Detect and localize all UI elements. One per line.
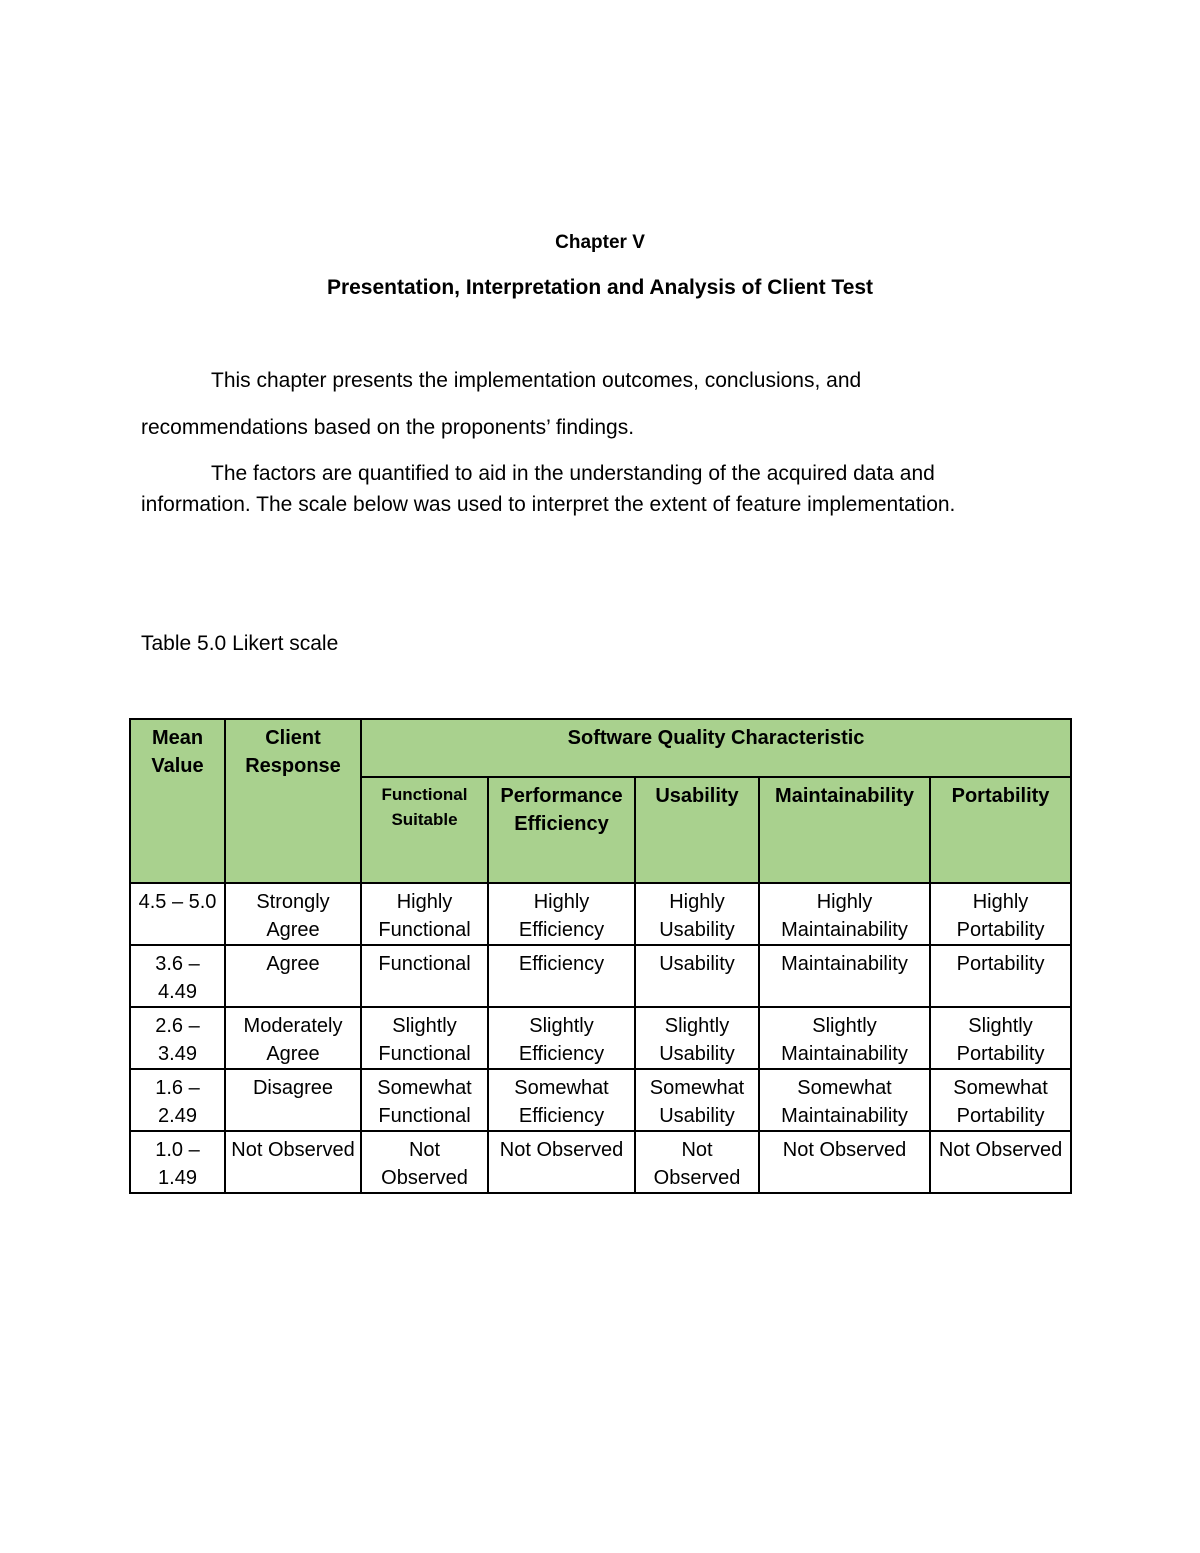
table-row (130, 945, 1071, 1007)
mean-value-cell: 1.0 – 1.49 (130, 1131, 225, 1193)
mean-value-cell: 2.6 – 3.49 (130, 1007, 225, 1069)
functional-cell: Highly Functional (361, 883, 488, 945)
chapter-label: Chapter V (555, 232, 645, 253)
usability-cell: Usability (635, 945, 759, 1007)
usability-cell: Highly Usability (635, 883, 759, 945)
usability-cell: Slightly Usability (635, 1007, 759, 1069)
table-row (130, 1131, 1071, 1193)
header-software-quality-characteristic: Software Quality Characteristic (361, 719, 1071, 777)
header-portability: Portability (930, 777, 1071, 883)
functional-cell: Not Observed (361, 1131, 488, 1193)
functional-cell: Somewhat Functional (361, 1069, 488, 1131)
efficiency-cell: Efficiency (488, 945, 635, 1007)
client-response-cell: Agree (225, 945, 361, 1007)
portability-cell: Somewhat Portability (930, 1069, 1071, 1131)
header-mean-value: Mean Value (130, 719, 225, 883)
table-row (130, 1007, 1071, 1069)
header-functional-suitable: Functional Suitable (361, 777, 488, 883)
usability-cell: Not Observed (635, 1131, 759, 1193)
header-performance-efficiency: Performance Efficiency (488, 777, 635, 883)
client-response-cell: Not Observed (225, 1131, 361, 1193)
efficiency-cell: Highly Efficiency (488, 883, 635, 945)
paragraph-line: The factors are quantified to aid in the understanding of the acquired data and (211, 462, 935, 485)
table-caption: Table 5.0 Likert scale (141, 632, 339, 655)
paragraph-line: This chapter presents the implementation outcomes, conclusions, and (211, 369, 862, 392)
maintainability-cell: Somewhat Maintainability (759, 1069, 930, 1131)
header-client-response: Client Response (225, 719, 361, 883)
client-response-cell: Strongly Agree (225, 883, 361, 945)
page-title: Presentation, Interpretation and Analysis of Client Test (326, 276, 874, 299)
mean-value-cell: 4.5 – 5.0 (130, 883, 225, 945)
maintainability-cell: Maintainability (759, 945, 930, 1007)
table-row (130, 1069, 1071, 1131)
client-response-cell: Moderately Agree (225, 1007, 361, 1069)
header-usability: Usability (635, 777, 759, 883)
paragraph-line: information. The scale below was used to interpret the extent of feature implementation. (141, 493, 956, 516)
mean-value-cell: 1.6 – 2.49 (130, 1069, 225, 1131)
table-row (130, 883, 1071, 945)
client-response-cell: Disagree (225, 1069, 361, 1131)
likert-scale-table (129, 718, 1072, 1194)
maintainability-cell: Slightly Maintainability (759, 1007, 930, 1069)
usability-cell: Somewhat Usability (635, 1069, 759, 1131)
maintainability-cell: Not Observed (759, 1131, 930, 1193)
portability-cell: Not Observed (930, 1131, 1071, 1193)
functional-cell: Slightly Functional (361, 1007, 488, 1069)
mean-value-cell: 3.6 – 4.49 (130, 945, 225, 1007)
portability-cell: Highly Portability (930, 883, 1071, 945)
maintainability-cell: Highly Maintainability (759, 883, 930, 945)
efficiency-cell: Not Observed (488, 1131, 635, 1193)
efficiency-cell: Somewhat Efficiency (488, 1069, 635, 1131)
portability-cell: Portability (930, 945, 1071, 1007)
paragraph-line: recommendations based on the proponents’ findings. (141, 416, 635, 439)
functional-cell: Functional (361, 945, 488, 1007)
portability-cell: Slightly Portability (930, 1007, 1071, 1069)
efficiency-cell: Slightly Efficiency (488, 1007, 635, 1069)
header-maintainability: Maintainability (759, 777, 930, 883)
